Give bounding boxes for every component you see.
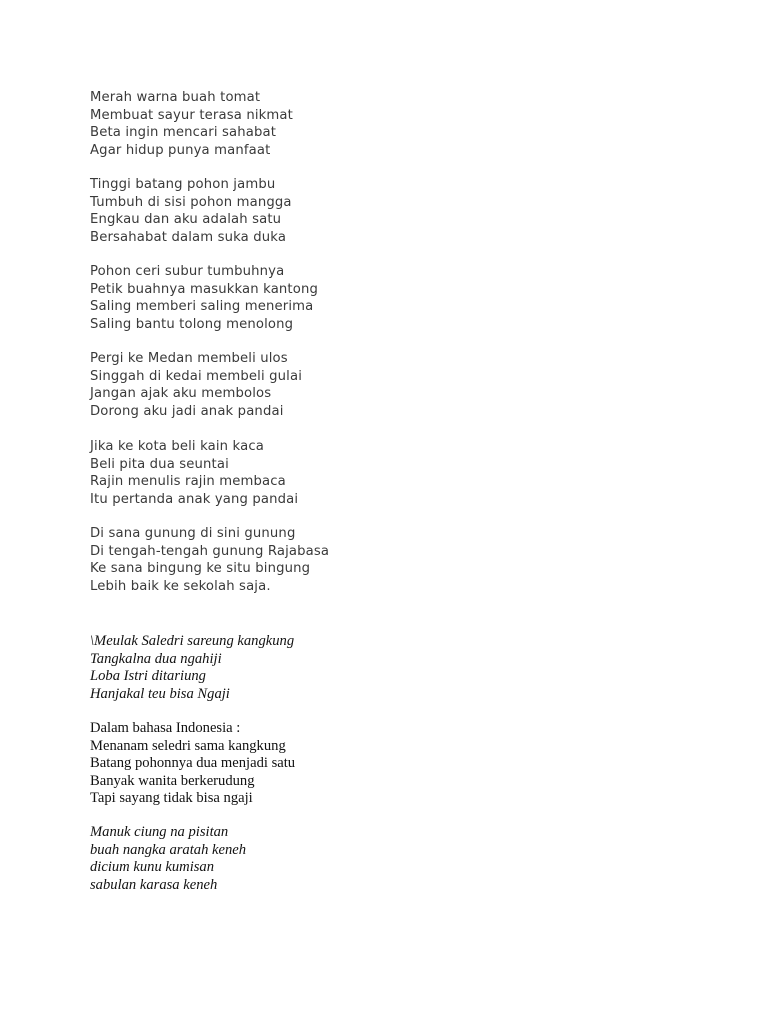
poem-line: Tinggi batang pohon jambu [90, 177, 276, 192]
poem-line: Menanam seledri sama kangkung [90, 737, 286, 754]
poem-line: \Meulak Saledri sareung kangkung [90, 633, 295, 649]
poem-line: Lebih baik ke sekolah saja. [90, 578, 271, 594]
sundanese-pantun-1 [90, 633, 294, 703]
poem-line: Loba Istri ditariung [90, 668, 206, 684]
poem-line: Petik buahnya masukkan kantong [90, 281, 319, 297]
poem-line: Saling memberi saling menerima [90, 299, 314, 314]
poem-line: Bersahabat dalam suka duka [90, 229, 287, 245]
pantun-stanza-1 [90, 89, 293, 159]
poem-line: Di sana gunung di sini gunung [90, 526, 296, 541]
poem-line: buah nangka aratah keneh [90, 841, 247, 858]
poem-line: Manuk ciung na pisitan [90, 824, 229, 840]
poem-line: Merah warna buah tomat [90, 90, 261, 105]
poem-line: Pohon ceri subur tumbuhnya [90, 264, 285, 279]
poem-line: Di tengah-tengah gunung Rajabasa [90, 543, 330, 559]
pantun-stanza-4 [90, 350, 302, 420]
poem-line: Batang pohonnya dua menjadi satu [90, 755, 296, 771]
poem-line: Pergi ke Medan membeli ulos [90, 351, 288, 366]
poem-line: Tangkalna dua ngahiji [90, 650, 222, 667]
poem-line: Singgah di kedai membeli gulai [90, 368, 303, 384]
poem-line: Rajin menulis rajin membaca [90, 474, 286, 489]
poem-line: Jika ke kota beli kain kaca [90, 439, 264, 454]
pantun-stanza-3 [90, 263, 318, 333]
poem-line: Dorong aku jadi anak pandai [90, 403, 284, 419]
poem-line: Jangan ajak aku membolos [90, 386, 272, 401]
indonesian-translation [90, 720, 295, 808]
poem-line: Hanjakal teu bisa Ngaji [90, 685, 230, 702]
poem-line: dicium kunu kumisan [90, 859, 215, 875]
poem-line: Beli pita dua seuntai [90, 456, 229, 472]
poem-line: Tapi sayang tidak bisa ngaji [90, 790, 253, 806]
poem-line: Agar hidup punya manfaat [90, 142, 271, 158]
sundanese-pantun-2 [90, 824, 246, 894]
pantun-stanza-5 [90, 438, 298, 508]
poem-line: Membuat sayur terasa nikmat [90, 107, 293, 123]
pantun-stanza-6 [90, 525, 329, 595]
pantun-stanza-2 [90, 176, 292, 246]
poem-line: Engkau dan aku adalah satu [90, 212, 282, 227]
poem-line: sabulan karasa keneh [90, 876, 218, 893]
poem-line: Beta ingin mencari sahabat [90, 125, 277, 140]
poem-line: Banyak wanita berkerudung [90, 772, 255, 789]
poem-line: Ke sana bingung ke situ bingung [90, 561, 311, 576]
poem-line: Saling bantu tolong menolong [90, 316, 294, 332]
poem-line: Tumbuh di sisi pohon mangga [90, 194, 292, 210]
poem-line: Itu pertanda anak yang pandai [90, 491, 299, 507]
translation-heading: Dalam bahasa Indonesia : [90, 720, 241, 736]
